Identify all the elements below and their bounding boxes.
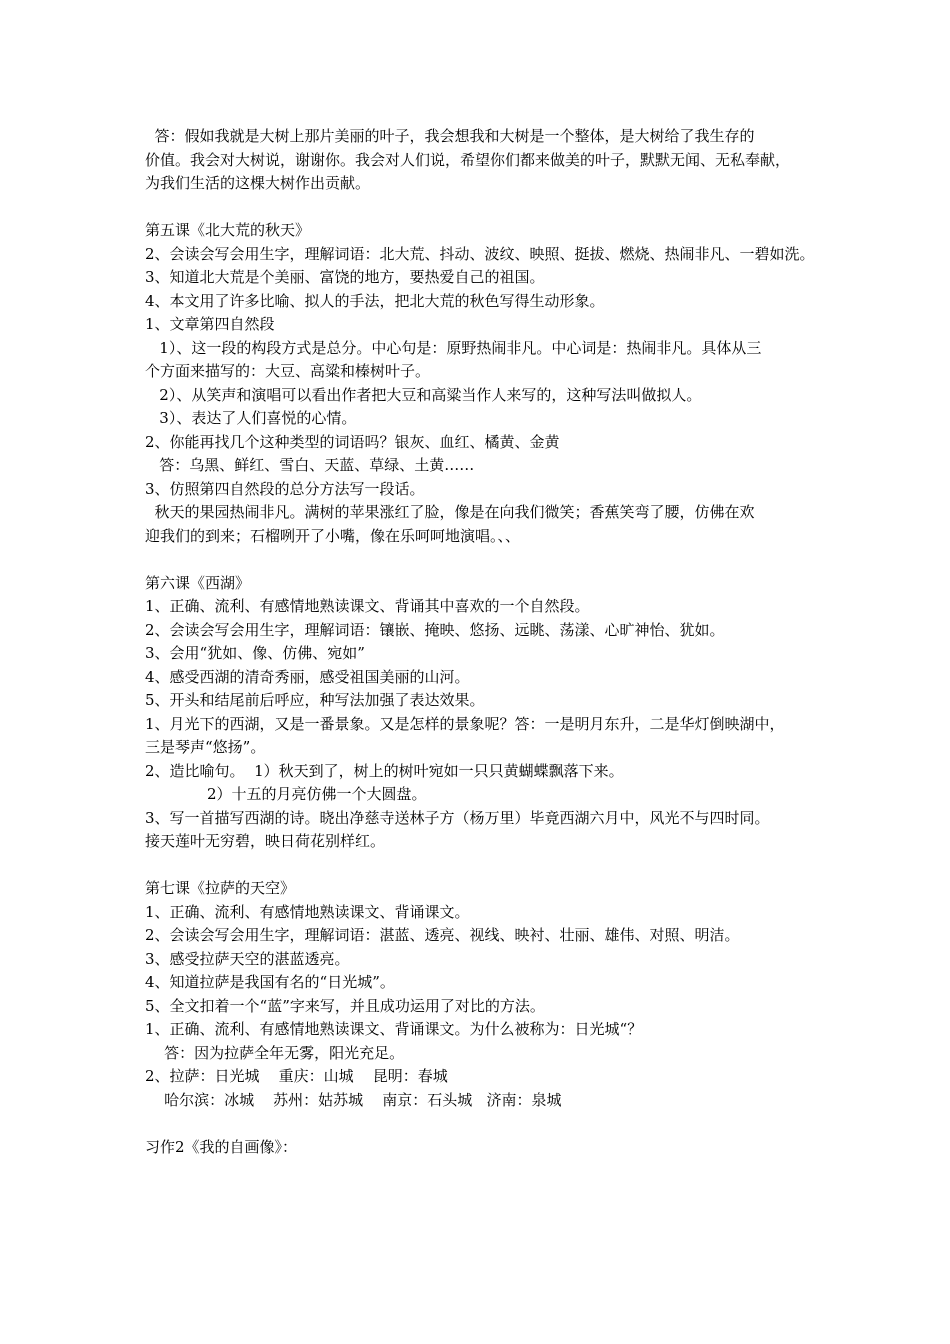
text-line: 3）、表达了人们喜悦的心情。: [145, 409, 357, 427]
text-line: 2、你能再找几个这种类型的词语吗？银灰、血红、橘黄、金黄: [145, 432, 560, 451]
spacer: [145, 1112, 825, 1136]
text-line: 1、月光下的西湖，又是一番景象。又是怎样的景象呢？答：一是明月东升，二是华灯倒映湖中，: [145, 714, 785, 733]
text-line: 3、感受拉萨天空的湛蓝透亮。: [145, 949, 350, 968]
text-line: 为我们生活的这棵大树作出贡献。: [145, 174, 371, 192]
text-line: 2、造比喻句。 1）秋天到了，树上的树叶宛如一只只黄蝴蝶飘落下来。: [145, 761, 624, 780]
text-line: 答：假如我就是大树上那片美丽的叶子，我会想我和大树是一个整体，是大树给了我生存的: [145, 127, 755, 145]
text-line: 3、会用“犹如、像、仿佛、宛如”: [145, 644, 365, 662]
text-line: 2、拉萨：日光城 重庆：山城 昆明：春城: [145, 1067, 448, 1085]
text-line: 2）十五的月亮仿佛一个大圆盘。: [145, 785, 427, 803]
intro-paragraph: [145, 125, 825, 196]
text-line: 1、正确、流利、有感情地熟读课文、背诵其中喜欢的一个自然段。: [145, 597, 590, 615]
document-body: [145, 125, 825, 1159]
text-line: 3、仿照第四自然段的总分方法写一段话。: [145, 479, 425, 498]
text-line: 5、全文扣着一个“蓝”字来写，并且成功运用了对比的方法。: [145, 996, 545, 1015]
text-line: 价值。我会对大树说，谢谢你。我会对人们说，希望你们都来做美的叶子，默默无闻、无私奉献，: [145, 150, 791, 169]
section-title: 第五课《北大荒的秋天》: [145, 221, 311, 239]
text-line: 2、会读会写会用生字，理解词语：北大荒、抖动、波纹、映照、挺拔、燃烧、热闹非凡、一碧如洗。: [145, 244, 815, 263]
lesson-7-section: [145, 877, 825, 1112]
text-line: 3、知道北大荒是个美丽、富饶的地方，要热爱自己的祖国。: [145, 268, 545, 286]
spacer: [145, 854, 825, 878]
text-line: 4、感受西湖的清奇秀丽，感受祖国美丽的山河。: [145, 667, 470, 686]
text-line: 接天莲叶无穷碧，映日荷花别样红。: [145, 832, 386, 850]
text-line: 秋天的果园热闹非凡。满树的苹果涨红了脸，像是在向我们微笑；香蕉笑弯了腰，仿佛在欢: [145, 503, 755, 521]
text-line: 迎我们的到来；石榴咧开了小嘴，像在乐呵呵地演唱。、、: [145, 526, 521, 545]
text-line: 个方面来描写的：大豆、高粱和榛树叶子。: [145, 362, 431, 380]
text-line: 1）、这一段的构段方式是总分。中心句是：原野热闹非凡。中心词是：热闹非凡。具体从三: [145, 338, 762, 357]
text-line: 哈尔滨：冰城 苏州：姑苏城 南京：石头城 济南：泉城: [145, 1090, 562, 1109]
text-line: 三是琴声“悠扬”。: [145, 738, 266, 756]
lesson-6-section: [145, 572, 825, 854]
text-line: 4、本文用了许多比喻、拟人的手法，把北大荒的秋色写得生动形象。: [145, 291, 605, 310]
text-line: 1、正确、流利、有感情地熟读课文、背诵课文。为什么被称为：日光城“？: [145, 1020, 643, 1038]
text-line: 答：乌黑、鲜红、雪白、天蓝、草绿、土黄……: [145, 456, 475, 474]
text-line: 1、正确、流利、有感情地熟读课文、背诵课文。: [145, 902, 470, 921]
exercise-2-section: [145, 1136, 825, 1160]
text-line: 4、知道拉萨是我国有名的“日光城”。: [145, 973, 395, 991]
text-line: 1、文章第四自然段: [145, 315, 275, 333]
lesson-5-section: [145, 219, 825, 548]
text-line: 3、写一首描写西湖的诗。晓出净慈寺送林子方（杨万里）毕竟西湖六月中，风光不与四时同。: [145, 808, 770, 827]
text-line: 2、会读会写会用生字，理解词语：镶嵌、掩映、悠扬、远眺、荡漾、心旷神怡、犹如。: [145, 620, 725, 639]
section-title: 习作2《我的自画像》：: [145, 1137, 298, 1156]
text-line: 答：因为拉萨全年无雾，阳光充足。: [145, 1043, 405, 1062]
section-title: 第七课《拉萨的天空》: [145, 879, 296, 897]
text-line: 2、会读会写会用生字，理解词语：湛蓝、透亮、视线、映衬、壮丽、雄伟、对照、明洁。: [145, 926, 740, 944]
section-title: 第六课《西湖》: [145, 573, 251, 592]
text-line: 5、开头和结尾前后呼应，种写法加强了表达效果。: [145, 691, 485, 709]
spacer: [145, 548, 825, 572]
text-line: 2）、从笑声和演唱可以看出作者把大豆和高粱当作人来写的，这种写法叫做拟人。: [145, 385, 702, 404]
spacer: [145, 196, 825, 220]
